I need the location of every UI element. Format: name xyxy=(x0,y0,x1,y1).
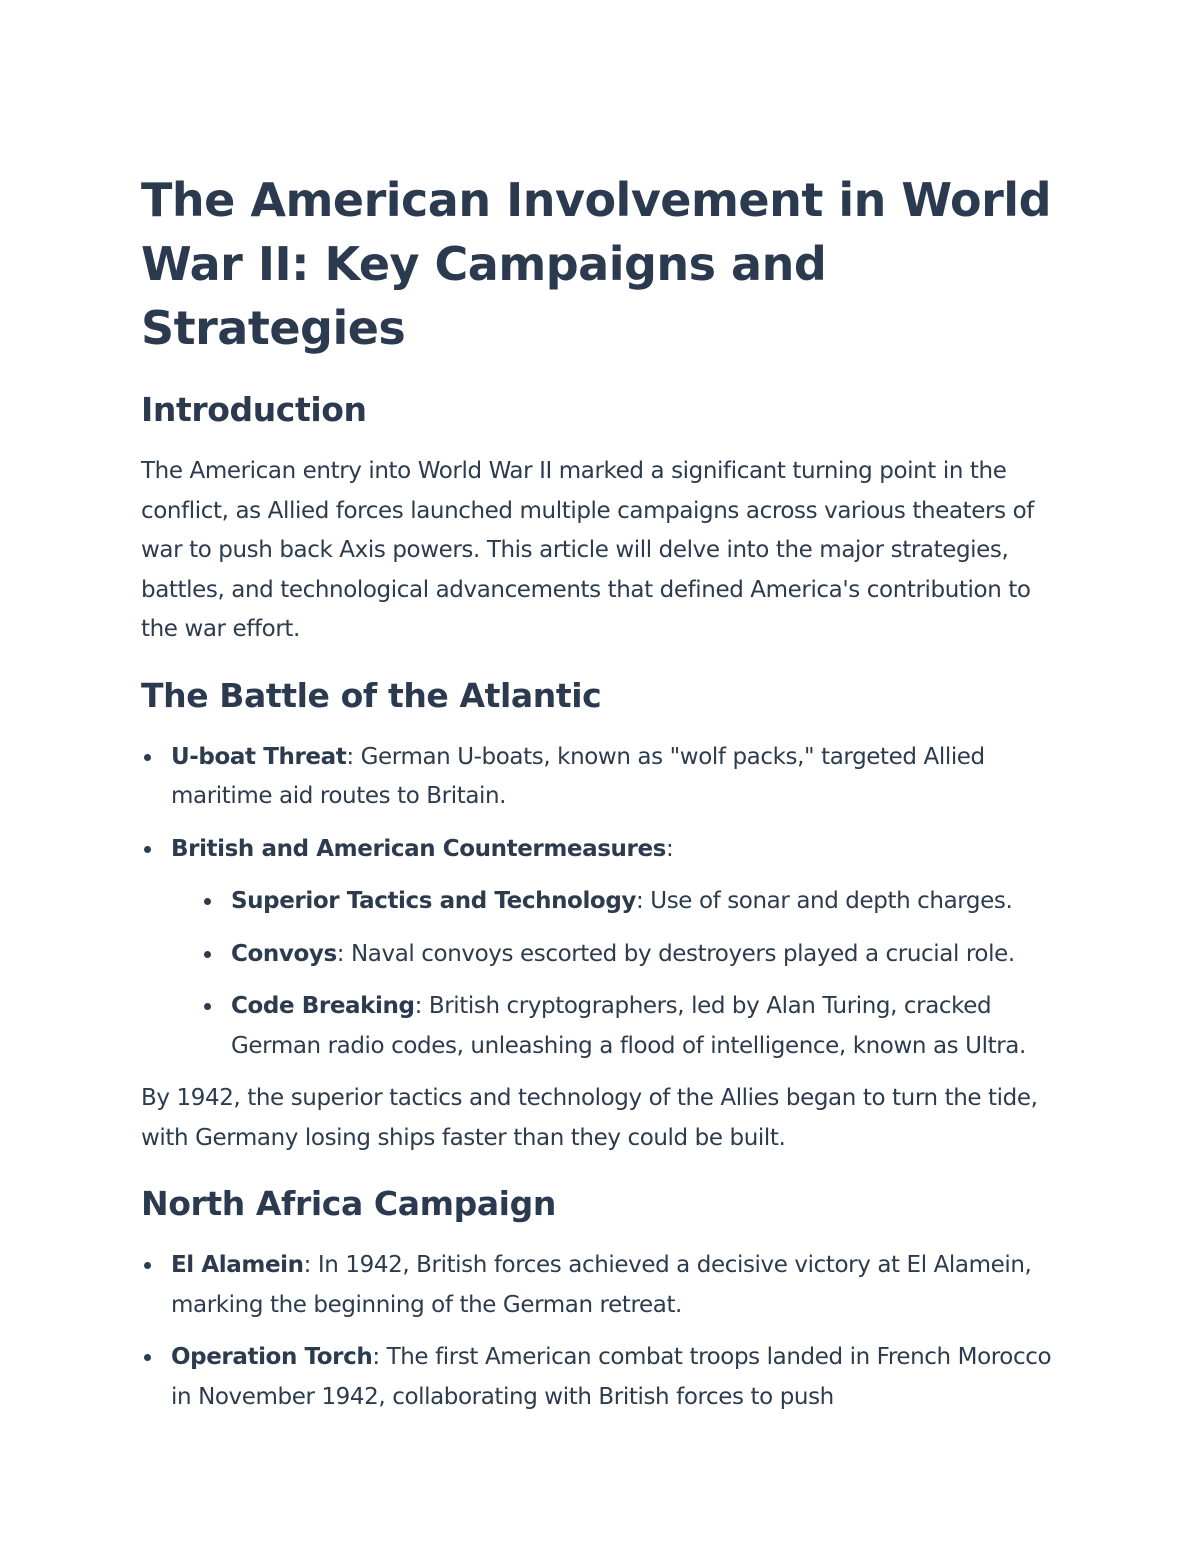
list-item-text: In 1942, British forces achieved a decisive victory at El Alamein, marking the beginning of the German retreat. xyxy=(171,1252,1032,1318)
document-page xyxy=(141,168,1071,1430)
sublist-item-text: Use of sonar and depth charges. xyxy=(643,888,1013,914)
bullet-icon xyxy=(144,1354,151,1361)
sublist-item-text: British cryptographers, led by Alan Turing, cracked German radio codes, unleashing a flood of intelligence, known as Ultra. xyxy=(231,993,1026,1059)
bullet-icon xyxy=(204,898,211,905)
sublist-item-separator: : xyxy=(336,940,345,967)
atlantic-list xyxy=(141,738,1071,1067)
list-item-separator: : xyxy=(372,1344,380,1370)
sublist-item xyxy=(201,935,1071,975)
sublist-item xyxy=(201,882,1071,922)
intro-heading: Introduction xyxy=(141,390,367,429)
list-item xyxy=(141,830,1071,1067)
sublist-item-term: Code Breaking xyxy=(231,993,415,1019)
bullet-icon xyxy=(144,754,151,761)
list-item-term: El Alamein xyxy=(171,1252,304,1278)
countermeasures-sublist xyxy=(171,882,1071,1066)
list-item xyxy=(141,1246,1071,1325)
bullet-icon xyxy=(144,1262,151,1269)
north-africa-list xyxy=(141,1246,1071,1417)
atlantic-heading: The Battle of the Atlantic xyxy=(141,675,602,715)
sublist-item-term: Convoys xyxy=(231,940,337,967)
sublist-item-text: Naval convoys escorted by destroyers played a crucial role. xyxy=(344,940,1015,967)
bullet-icon xyxy=(144,846,151,853)
atlantic-closing-paragraph: By 1942, the superior tactics and technology of the Allies began to turn the tide, with Germany losing ships faster than they could be built. xyxy=(141,1085,1038,1151)
list-item-term: British and American Countermeasures xyxy=(171,835,666,862)
list-item-separator: : xyxy=(303,1252,311,1278)
bullet-icon xyxy=(204,1003,211,1010)
page-title: The American Involvement in World War II: Key Campaigns and Strategies xyxy=(141,173,1051,355)
sublist-item-separator: : xyxy=(414,993,422,1019)
list-item-term: U-boat Threat xyxy=(171,743,347,770)
bullet-icon xyxy=(204,951,211,958)
north-africa-heading: North Africa Campaign xyxy=(141,1184,556,1223)
list-item-term: Operation Torch xyxy=(171,1344,373,1370)
list-item-separator: : xyxy=(346,743,354,770)
sublist-item-term: Superior Tactics and Technology xyxy=(231,888,636,914)
sublist-item-separator: : xyxy=(636,888,644,914)
sublist-item xyxy=(201,987,1071,1066)
intro-paragraph: The American entry into World War II marked a significant turning point in the conflict, as Allied forces launched multiple campaigns across various theaters of war to push back Axis powers. This article will delve into the major strategies, battles, and technological advancements that defined America's contribution to the war effort. xyxy=(141,458,1034,642)
list-item xyxy=(141,738,1071,817)
list-item xyxy=(141,1338,1071,1417)
list-item-separator: : xyxy=(665,835,674,862)
list-item-text: The first American combat troops landed in French Morocco in November 1942, collaborating with British forces to push xyxy=(171,1344,1052,1410)
list-item-text: German U-boats, known as "wolf packs," targeted Allied maritime aid routes to Britain. xyxy=(171,743,985,809)
